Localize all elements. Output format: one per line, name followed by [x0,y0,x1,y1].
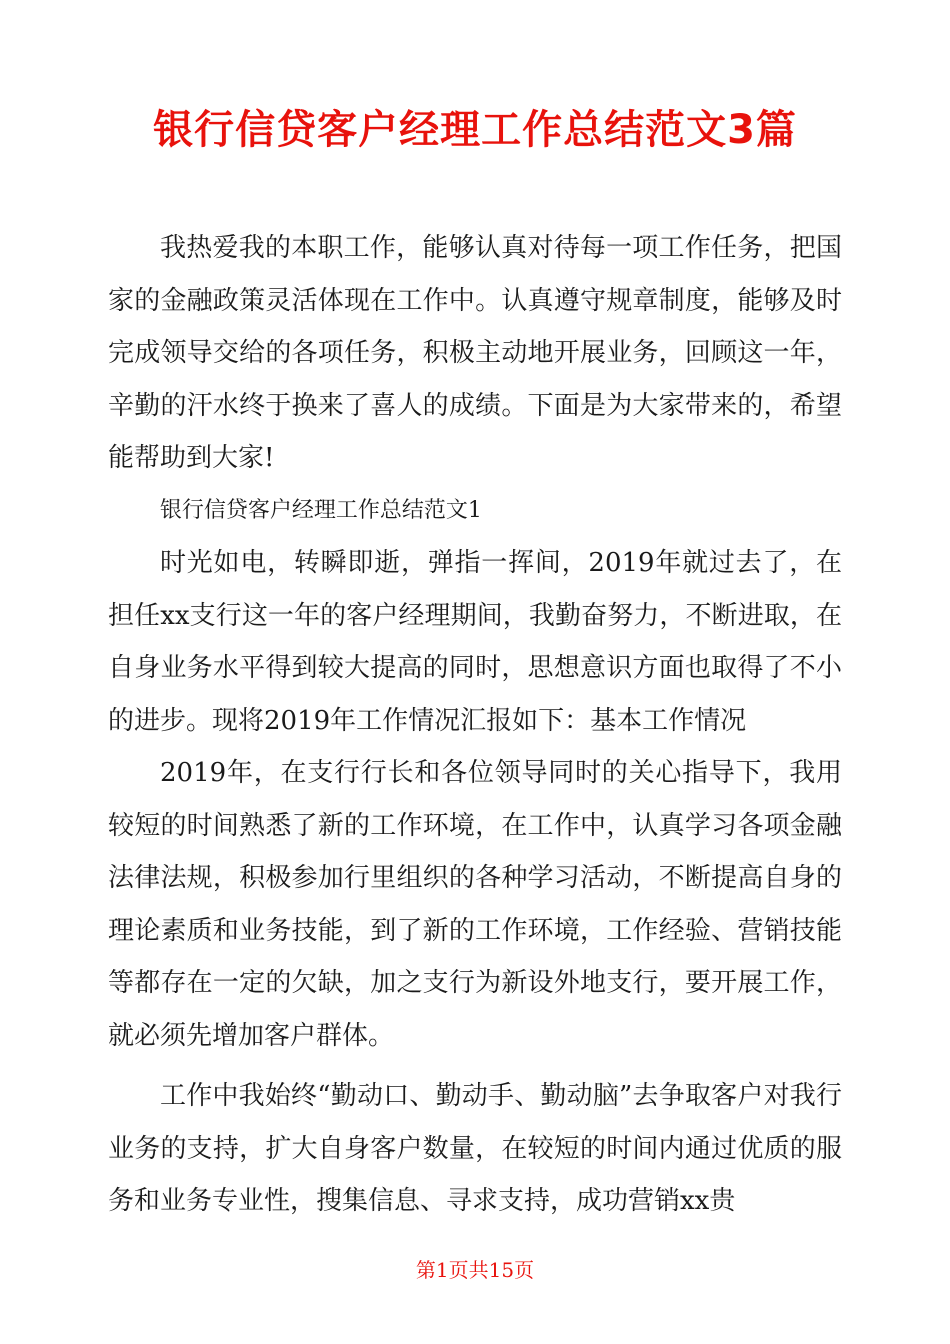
body-paragraph-1: 时光如电，转瞬即逝，弹指一挥间，2019年就过去了，在担任xx支行这一年的客户经理期间，我勤奋努力，不断进取，在自身业务水平得到较大提高的同时，思想意识方面也取得了不小的进步。现将2019年工作情况汇报如下：基本工作情况 [108,548,842,736]
section-heading: 银行信贷客户经理工作总结范文1 [159,497,482,523]
page-footer: 第1页共15页 [415,1258,535,1282]
document-body [108,222,842,1228]
body-paragraph-2: 2019年，在支行行长和各位领导同时的关心指导下，我用较短的时间熟悉了新的工作环境，在工作中，认真学习各项金融法律法规，积极参加行里组织的各种学习活动，不断提高自身的理论素质和业务技能，到了新的工作环境，工作经验、营销技能等都存在一定的欠缺，加之支行为新设外地支行，要开展工作，就必须先增加客户群体。 [108,758,842,1051]
page-title: 银行信贷客户经理工作总结范文3篇 [153,107,797,153]
body-paragraph-3: 工作中我始终“勤动口、勤动手、勤动脑”去争取客户对我行业务的支持，扩大自身客户数量，在较短的时间内通过优质的服务和业务专业性，搜集信息、寻求支持，成功营销xx贵 [108,1081,842,1216]
paragraph-gap [108,1062,842,1070]
intro-paragraph: 我热爱我的本职工作，能够认真对待每一项工作任务，把国家的金融政策灵活体现在工作中。认真遵守规章制度，能够及时完成领导交给的各项任务，积极主动地开展业务，回顾这一年，辛勤的汗水终于换来了喜人的成绩。下面是为大家带来的，希望能帮助到大家! [108,233,842,473]
